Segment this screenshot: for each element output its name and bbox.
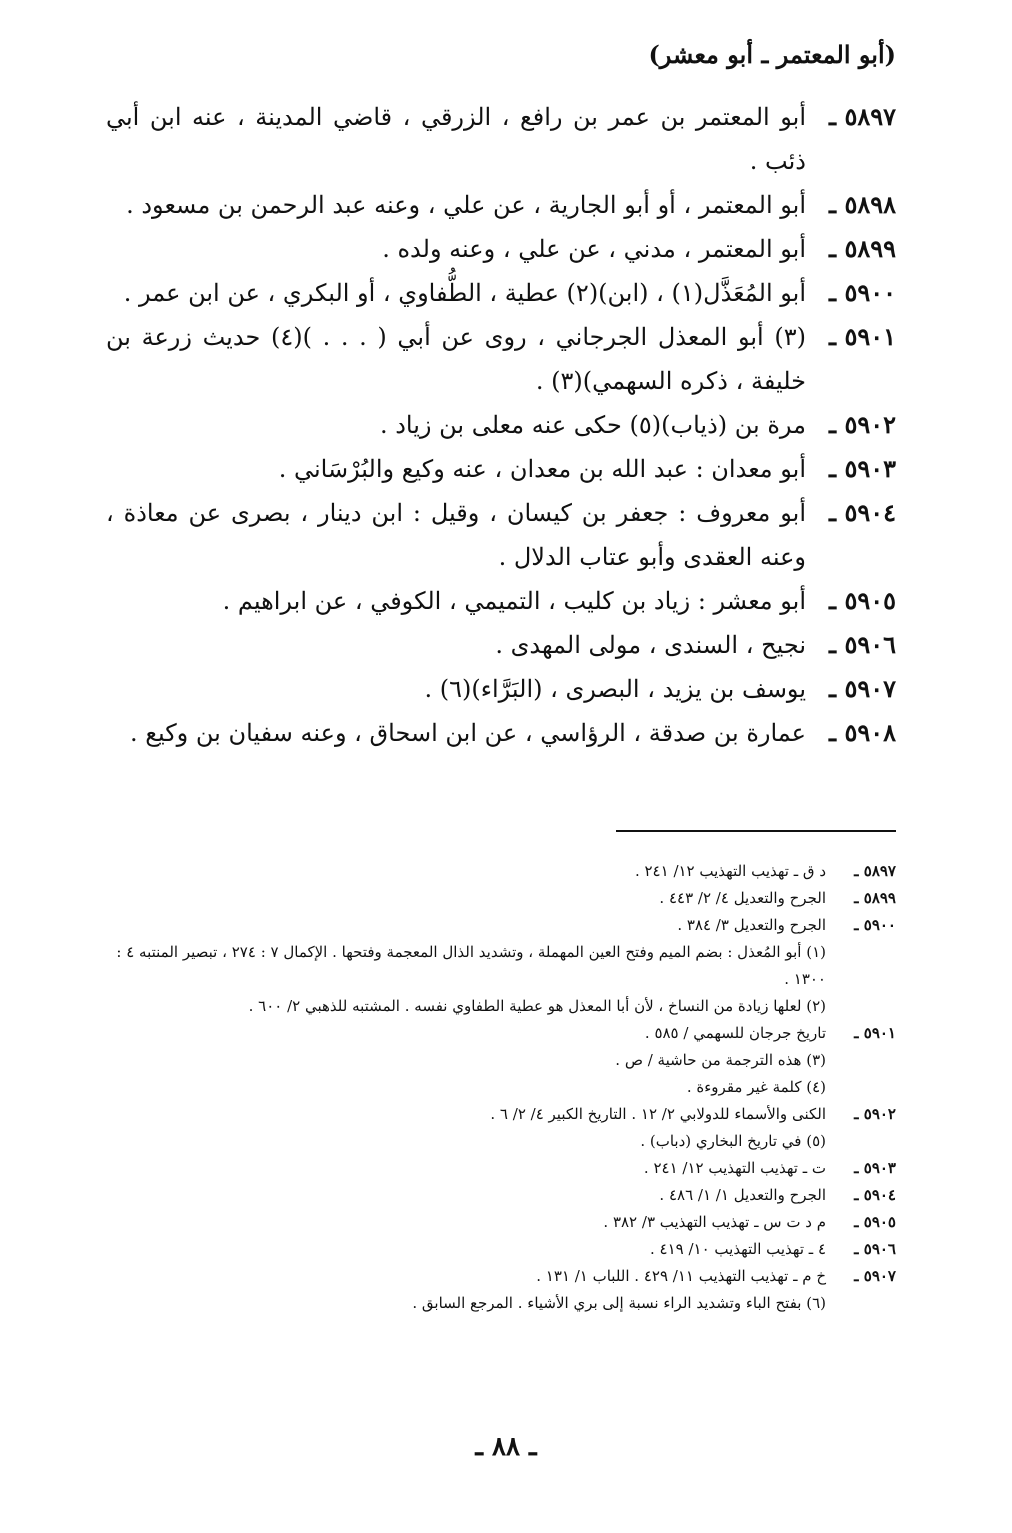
footnote [106, 1182, 896, 1209]
footnotes-list [106, 858, 896, 1317]
entry-number: ٥٩٠١ ـ [829, 322, 896, 351]
footnote-text: ت ـ تهذيب التهذيب ١٢/ ٢٤١ . [643, 1159, 826, 1177]
entry-number: ٥٨٩٩ ـ [829, 234, 896, 263]
entry-number: ٥٩٠٥ ـ [829, 586, 896, 615]
entry-text: مرة بن (ذياب)(٥) حكى عنه معلى بن زياد . [379, 411, 806, 439]
footnote [106, 1101, 896, 1128]
entry-text: أبو المعتمر بن عمر بن رافع ، الزرقي ، قاضي المدينة ، عنه ابن أبي ذئب . [106, 103, 806, 175]
entry-number: ٥٩٠٦ ـ [829, 630, 896, 659]
entry-text: أبو المُعَذَّل(١) ، (ابن)(٢) عطية ، الطُّفاوي ، أو البكري ، عن ابن عمر . [123, 279, 806, 307]
footnote-text: الكنى والأسماء للدولابي ٢/ ١٢ . التاريخ الكبير ٤/ ٢/ ٦ . [490, 1105, 826, 1123]
footnote-text: م د ت س ـ تهذيب التهذيب ٣/ ٣٨٢ . [603, 1213, 826, 1231]
entry-text: أبو المعتمر ، مدني ، عن علي ، وعنه ولده . [382, 235, 806, 263]
entry-number: ٥٩٠٧ ـ [829, 674, 896, 703]
entry-text: عمارة بن صدقة ، الرؤاسي ، عن ابن اسحاق ، وعنه سفيان بن وكيع . [129, 719, 806, 747]
footnote-number: ٥٩٠١ ـ [854, 1024, 896, 1042]
entry-text: أبو معروف : جعفر بن كيسان ، وقيل : ابن دينار ، بصرى عن معاذة ، وعنه العقدى وأبو عتاب الدلال . [106, 499, 806, 571]
entry [106, 623, 896, 667]
entry-text: أبو المعتمر ، أو أبو الجارية ، عن علي ، وعنه عبد الرحمن بن مسعود . [126, 191, 806, 219]
footnote-text: (٥) في تاريخ البخاري (دباب) . [640, 1132, 826, 1150]
entry [106, 227, 896, 271]
entry-number: ٥٩٠٨ ـ [829, 718, 896, 747]
footnote [106, 1128, 896, 1155]
entry [106, 271, 896, 315]
entry [106, 711, 896, 755]
entry-number: ٥٨٩٧ ـ [829, 102, 896, 131]
entry-number: ٥٩٠٢ ـ [829, 410, 896, 439]
entry-text: (٣) أبو المعذل الجرجاني ، روى عن أبي ( . . . )(٤) حديث زرعة بن خليفة ، ذكره السهمي)(٣) . [106, 323, 806, 395]
entry-text: أبو معشر : زياد بن كليب ، التميمي ، الكوفي ، عن ابراهيم . [222, 587, 806, 615]
entry-number: ٥٩٠٠ ـ [829, 278, 896, 307]
footnote [106, 1020, 896, 1047]
footnote-number: ٥٩٠٦ ـ [854, 1240, 896, 1258]
entries-list [106, 95, 896, 755]
footnote-text: تاريخ جرجان للسهمي / ٥٨٥ . [644, 1024, 826, 1042]
footnote [106, 1236, 896, 1263]
entry [106, 579, 896, 623]
footnote-text: (٣) هذه الترجمة من حاشية / ص . [615, 1051, 826, 1069]
entry [106, 95, 896, 183]
footnote-text: الجرح والتعديل ٤/ ٢/ ٤٤٣ . [659, 889, 826, 907]
page-number: ـ ٨٨ ـ [475, 1432, 537, 1462]
footnote-number: ٥٩٠٠ ـ [854, 916, 896, 934]
footnote [106, 1155, 896, 1182]
footnote-text: ٤ ـ تهذيب التهذيب ١٠/ ٤١٩ . [649, 1240, 826, 1258]
footnote-number: ٥٩٠٣ ـ [854, 1159, 896, 1177]
footnote-text: خ م ـ تهذيب التهذيب ١١/ ٤٢٩ . اللباب ١/ ١٣١ . [536, 1267, 826, 1285]
entry-text: يوسف بن يزيد ، البصرى ، (البَرَّاء)(٦) . [424, 675, 806, 703]
footnote [106, 1263, 896, 1290]
footnote [106, 1047, 896, 1074]
entry [106, 491, 896, 579]
entry-number: ٥٩٠٤ ـ [829, 498, 896, 527]
footnote [106, 1290, 896, 1317]
footnote-text: (٦) بفتح الباء وتشديد الراء نسبة إلى بري الأشياء . المرجع السابق . [412, 1294, 826, 1312]
footnote-number: ٥٩٠٥ ـ [854, 1213, 896, 1231]
footnote-divider [616, 830, 896, 832]
footnote-text: د ق ـ تهذيب التهذيب ١٢/ ٢٤١ . [634, 862, 826, 880]
footnote [106, 912, 896, 939]
entry-number: ٥٨٩٨ ـ [829, 190, 896, 219]
entry-number: ٥٩٠٣ ـ [829, 454, 896, 483]
footnote-text: (١) أبو المُعذل : بضم الميم وفتح العين المهملة ، وتشديد الذال المعجمة وفتحها . الإكمال ٧ : ٢٧٤ ، تبصير المنتبه ٤ : ١٣٠٠ . [116, 943, 826, 988]
footnote-number: ٥٩٠٤ ـ [854, 1186, 896, 1204]
footnote-number: ٥٩٠٧ ـ [854, 1267, 896, 1285]
footnote-text: الجرح والتعديل ١/ ١/ ٤٨٦ . [659, 1186, 826, 1204]
footnote-number: ٥٨٩٧ ـ [854, 862, 896, 880]
entry-text: نجيح ، السندى ، مولى المهدى . [495, 631, 806, 659]
footnote [106, 1074, 896, 1101]
footnote-number: ٥٨٩٩ ـ [854, 889, 896, 907]
footnote [106, 993, 896, 1020]
entry-text: أبو معدان : عبد الله بن معدان ، عنه وكيع والبُرْسَاني . [278, 455, 806, 483]
entry [106, 447, 896, 491]
entry [106, 403, 896, 447]
footnote-text: (٤) كلمة غير مقروءة . [686, 1078, 826, 1096]
footnote [106, 939, 896, 993]
footnote [106, 858, 896, 885]
entry [106, 183, 896, 227]
footnote [106, 885, 896, 912]
footnote-text: (٢) لعلها زيادة من النساخ ، لأن أبا المعذل هو عطية الطفاوي نفسه . المشتبه للذهبي ٢/ ٦٠٠ . [248, 997, 826, 1015]
entry [106, 667, 896, 711]
footnote-text: الجرح والتعديل ٣/ ٣٨٤ . [677, 916, 826, 934]
running-header: (أبو المعتمر ـ أبو معشر) [648, 40, 896, 69]
entry [106, 315, 896, 403]
footnote-number: ٥٩٠٢ ـ [854, 1105, 896, 1123]
footnote [106, 1209, 896, 1236]
